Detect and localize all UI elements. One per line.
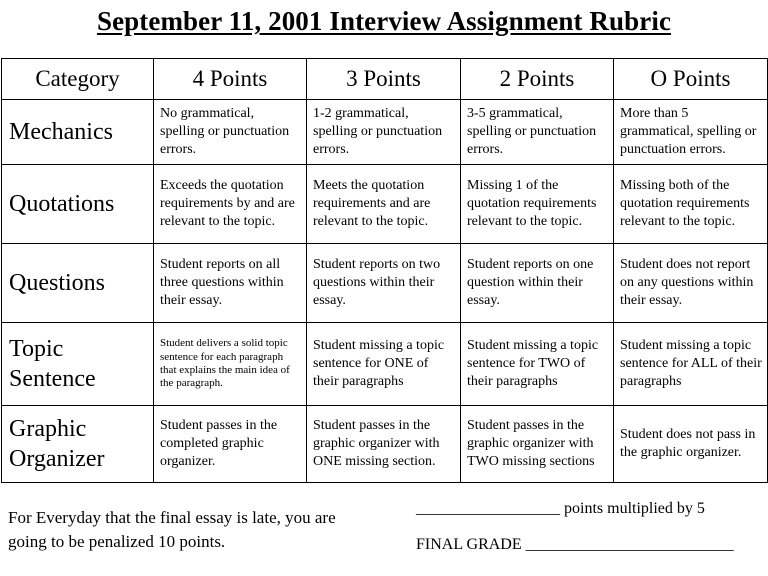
table-row-topic-sentence bbox=[2, 323, 768, 406]
rubric-cell: Student reports on one question within their essay. bbox=[461, 244, 614, 323]
rubric-cell: 1-2 grammatical, spelling or punctuation errors. bbox=[307, 100, 461, 165]
rubric-cell: Exceeds the quotation requirements by and are relevant to the topic. bbox=[154, 165, 307, 244]
page-title: September 11, 2001 Interview Assignment Rubric bbox=[96, 6, 672, 36]
rubric-cell: Missing both of the quotation requirements relevant to the topic. bbox=[614, 165, 768, 244]
rubric-cell: 3-5 grammatical, spelling or punctuation errors. bbox=[461, 100, 614, 165]
header-0-points: O Points bbox=[614, 59, 768, 100]
header-3-points: 3 Points bbox=[307, 59, 461, 100]
category-label: Topic Sentence bbox=[2, 323, 154, 406]
rubric-cell: Student reports on all three questions within their essay. bbox=[154, 244, 307, 323]
table-header-row bbox=[2, 59, 768, 100]
rubric-cell: Student does not pass in the graphic organizer. bbox=[614, 406, 768, 483]
category-label: Quotations bbox=[2, 165, 154, 244]
points-multiplier-line: __________________ points multiplied by 5 bbox=[416, 500, 705, 517]
rubric-cell: Student reports on two questions within their essay. bbox=[307, 244, 461, 323]
header-category: Category bbox=[2, 59, 154, 100]
table-row-quotations bbox=[2, 165, 768, 244]
rubric-table bbox=[1, 58, 768, 483]
late-penalty-note: For Everyday that the final essay is late, you are going to be penalized 10 points. bbox=[8, 508, 336, 551]
table-row-graphic-organizer bbox=[2, 406, 768, 483]
rubric-cell: Student passes in the graphic organizer with ONE missing section. bbox=[307, 406, 461, 483]
rubric-cell: Meets the quotation requirements and are relevant to the topic. bbox=[307, 165, 461, 244]
rubric-cell: Student passes in the completed graphic organizer. bbox=[154, 406, 307, 483]
category-label: Graphic Organizer bbox=[2, 406, 154, 483]
final-grade-line: FINAL GRADE __________________________ bbox=[416, 536, 734, 553]
rubric-cell: No grammatical, spelling or punctuation errors. bbox=[154, 100, 307, 165]
table-row-mechanics bbox=[2, 100, 768, 165]
rubric-cell: Missing 1 of the quotation requirements relevant to the topic. bbox=[461, 165, 614, 244]
header-2-points: 2 Points bbox=[461, 59, 614, 100]
rubric-cell: Student passes in the graphic organizer with TWO missing sections bbox=[461, 406, 614, 483]
header-4-points: 4 Points bbox=[154, 59, 307, 100]
rubric-cell: Student missing a topic sentence for ONE of their paragraphs bbox=[307, 323, 461, 406]
table-row-questions bbox=[2, 244, 768, 323]
rubric-cell: Student missing a topic sentence for ALL of their paragraphs bbox=[614, 323, 768, 406]
rubric-cell: More than 5 grammatical, spelling or punctuation errors. bbox=[614, 100, 768, 165]
rubric-cell: Student missing a topic sentence for TWO of their paragraphs bbox=[461, 323, 614, 406]
rubric-cell: Student delivers a solid topic sentence for each paragraph that explains the main idea of the paragraph. bbox=[154, 323, 307, 406]
rubric-cell: Student does not report on any questions within their essay. bbox=[614, 244, 768, 323]
category-label: Mechanics bbox=[2, 100, 154, 165]
category-label: Questions bbox=[2, 244, 154, 323]
